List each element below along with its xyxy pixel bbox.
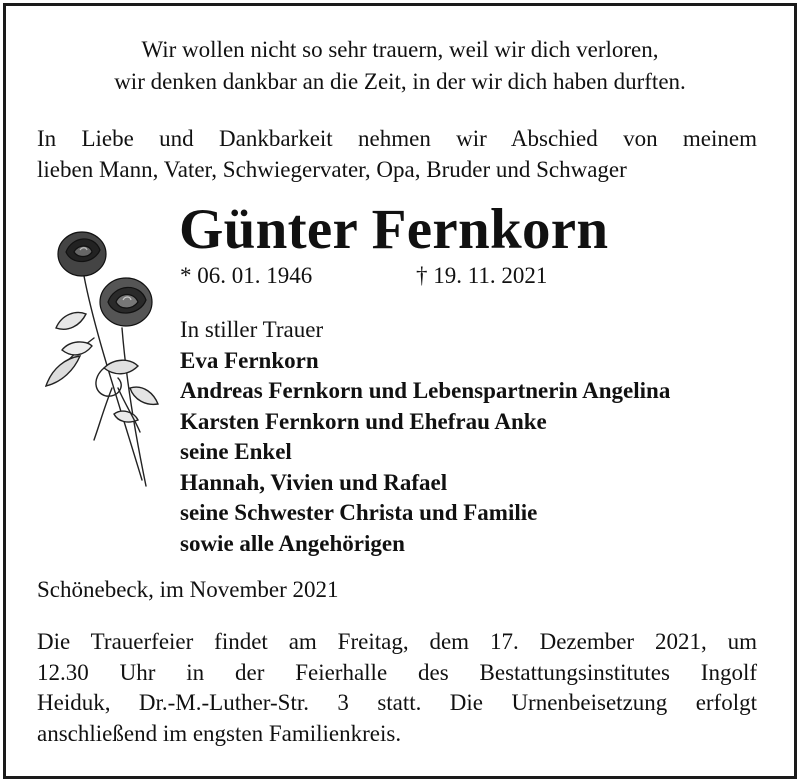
mourner-line: Andreas Fernkorn und Lebenspartnerin Angelina — [180, 378, 671, 403]
mourner-line: Eva Fernkorn — [180, 347, 319, 373]
death-date: † 19. 11. 2021 — [416, 263, 548, 288]
funeral-notice — [37, 627, 757, 749]
funeral-line: Die Trauerfeier findet am Freitag, dem 17. Dezember 2021, um — [37, 629, 757, 654]
intro-text — [37, 123, 757, 185]
life-dates — [180, 261, 548, 291]
mourner-line: seine Schwester Christa und Familie — [180, 500, 538, 525]
mourner-line: Hannah, Vivien und Rafael — [180, 469, 448, 495]
roses-illustration — [34, 218, 164, 498]
place-date: Schönebeck, im November 2021 — [37, 577, 339, 602]
obituary-frame — [3, 3, 797, 779]
funeral-line: anschließend im engsten Familienkreis. — [37, 720, 402, 746]
mourners-list — [180, 315, 670, 559]
mourner-line: Karsten Fernkorn und Ehefrau Anke — [180, 408, 547, 434]
funeral-line: Heiduk, Dr.-M.-Luther-Str. 3 statt. Die Urnenbeisetzung erfolgt — [37, 690, 757, 715]
poem-line: Wir wollen nicht so sehr trauern, weil wir dich verloren, — [141, 37, 659, 62]
poem — [6, 34, 794, 98]
poem-line: wir denken dankbar an die Zeit, in der wir dich haben durften. — [114, 69, 686, 94]
intro-line: In Liebe und Dankbarkeit nehmen wir Abschied von meinem — [37, 126, 757, 151]
intro-line: lieben Mann, Vater, Schwiegervater, Opa, Bruder und Schwager — [37, 157, 627, 182]
birth-date: * 06. 01. 1946 — [180, 263, 313, 288]
funeral-line: 12.30 Uhr in der Feierhalle des Bestattungsinstitutes Ingolf — [37, 659, 757, 685]
deceased-name: Günter Fernkorn — [179, 198, 609, 261]
mourner-line: seine Enkel — [180, 439, 292, 464]
mourners-heading: In stiller Trauer — [180, 317, 324, 342]
mourner-line: sowie alle Angehörigen — [180, 530, 405, 556]
